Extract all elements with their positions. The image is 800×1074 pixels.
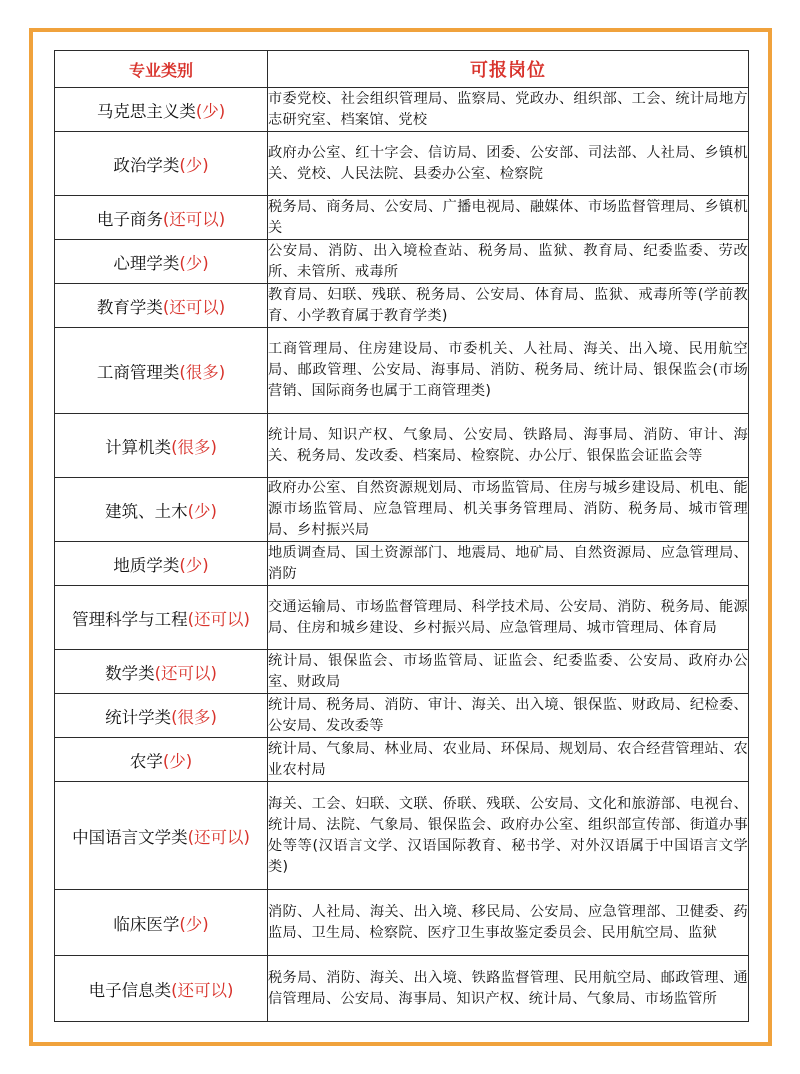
table-row [55, 478, 749, 542]
positions-cell: 统计局、气象局、林业局、农业局、环保局、规划局、农合经营管理站、农业农村局 [268, 738, 749, 782]
major-category-cell [55, 478, 268, 542]
major-name: 马克思主义类 [96, 101, 196, 121]
availability-tag: (很多) [179, 362, 226, 382]
major-name: 建筑、土木 [105, 501, 188, 521]
table-row [55, 284, 749, 328]
availability-tag: (还可以) [187, 827, 250, 847]
availability-tag: (还可以) [187, 609, 250, 629]
major-name: 教育学类 [96, 297, 163, 317]
major-category-cell [55, 284, 268, 328]
document-frame [29, 28, 772, 1046]
table-row [55, 240, 749, 284]
major-name: 统计学类 [105, 707, 172, 727]
major-category-cell [55, 890, 268, 956]
availability-tag: (少) [179, 555, 209, 575]
major-category-cell [55, 542, 268, 586]
major-name: 计算机类 [105, 437, 172, 457]
table-header-row [55, 51, 749, 88]
major-category-cell [55, 240, 268, 284]
table-row [55, 328, 749, 414]
header-positions: 可报岗位 [268, 51, 749, 88]
major-category-cell [55, 694, 268, 738]
positions-cell: 市委党校、社会组织管理局、监察局、党政办、组织部、工会、统计局地方志研究室、档案馆、党校 [268, 88, 749, 132]
major-name: 电子信息类 [88, 980, 172, 1000]
table-row [55, 782, 749, 890]
positions-cell: 教育局、妇联、残联、税务局、公安局、体育局、监狱、戒毒所等(学前教育、小学教育属于教育学类) [268, 284, 749, 328]
major-name: 地质学类 [113, 555, 180, 575]
table-row [55, 586, 749, 650]
header-category: 专业类别 [55, 51, 268, 88]
positions-cell: 地质调查局、国土资源部门、地震局、地矿局、自然资源局、应急管理局、消防 [268, 542, 749, 586]
availability-tag: (少) [162, 751, 193, 771]
table-row [55, 650, 749, 694]
table-row [55, 196, 749, 240]
major-name: 政治学类 [113, 155, 180, 175]
major-name: 管理科学与工程 [72, 609, 188, 629]
major-category-cell [55, 650, 268, 694]
availability-tag: (还可以) [162, 209, 226, 229]
positions-cell: 政府办公室、红十字会、信访局、团委、公安部、司法部、人社局、乡镇机关、党校、人民法院、县委办公室、检察院 [268, 132, 749, 196]
availability-tag: (还可以) [154, 663, 217, 683]
availability-tag: (还可以) [171, 980, 234, 1000]
table-row [55, 88, 749, 132]
major-category-cell [55, 328, 268, 414]
major-name: 电子商务 [96, 209, 163, 229]
table-row [55, 414, 749, 478]
major-category-cell [55, 782, 268, 890]
availability-tag: (少) [179, 914, 209, 934]
positions-cell: 统计局、知识产权、气象局、公安局、铁路局、海事局、消防、审计、海关、税务局、发改委、档案局、检察院、办公厅、银保监会证监会等 [268, 414, 749, 478]
positions-cell: 统计局、税务局、消防、审计、海关、出入境、银保监、财政局、纪检委、公安局、发改委等 [268, 694, 749, 738]
positions-cell: 政府办公室、自然资源规划局、市场监管局、住房与城乡建设局、机电、能源市场监管局、应急管理局、机关事务管理局、消防、税务局、城市管理局、乡村振兴局 [268, 478, 749, 542]
table-row [55, 542, 749, 586]
availability-tag: (少) [179, 253, 209, 273]
positions-cell: 交通运输局、市场监督管理局、科学技术局、公安局、消防、税务局、能源局、住房和城乡建设、乡村振兴局、应急管理局、城市管理局、体育局 [268, 586, 749, 650]
availability-tag: (还可以) [162, 297, 226, 317]
major-name: 心理学类 [113, 253, 180, 273]
major-name: 数学类 [105, 663, 155, 683]
availability-tag: (很多) [171, 707, 217, 727]
positions-cell: 消防、人社局、海关、出入境、移民局、公安局、应急管理部、卫健委、药监局、卫生局、检察院、医疗卫生事故鉴定委员会、民用航空局、监狱 [268, 890, 749, 956]
major-category-cell [55, 414, 268, 478]
major-category-cell [55, 132, 268, 196]
major-category-cell [55, 88, 268, 132]
major-positions-table [54, 50, 749, 1022]
major-category-cell [55, 738, 268, 782]
major-name: 工商管理类 [96, 362, 180, 382]
availability-tag: (少) [195, 101, 226, 121]
positions-cell: 税务局、消防、海关、出入境、铁路监督管理、民用航空局、邮政管理、通信管理局、公安局、海事局、知识产权、统计局、气象局、市场监管所 [268, 956, 749, 1022]
availability-tag: (很多) [171, 437, 217, 457]
table-body [55, 88, 749, 1022]
availability-tag: (少) [179, 155, 209, 175]
major-category-cell [55, 956, 268, 1022]
major-name: 临床医学 [113, 914, 180, 934]
table-row [55, 132, 749, 196]
table-row [55, 890, 749, 956]
table-row [55, 694, 749, 738]
positions-cell: 税务局、商务局、公安局、广播电视局、融媒体、市场监督管理局、乡镇机关 [268, 196, 749, 240]
major-category-cell [55, 196, 268, 240]
major-name: 中国语言文学类 [72, 827, 188, 847]
availability-tag: (少) [187, 501, 217, 521]
positions-cell: 海关、工会、妇联、文联、侨联、残联、公安局、文化和旅游部、电视台、统计局、法院、气象局、银保监会、政府办公室、组织部宣传部、街道办事处等等(汉语言文学、汉语国际教育、秘书学、对外汉语属于中国语言文学类) [268, 782, 749, 890]
positions-cell: 统计局、银保监会、市场监管局、证监会、纪委监委、公安局、政府办公室、财政局 [268, 650, 749, 694]
table-row [55, 956, 749, 1022]
table-row [55, 738, 749, 782]
major-name: 农学 [129, 751, 163, 771]
positions-cell: 公安局、消防、出入境检查站、税务局、监狱、教育局、纪委监委、劳改所、未管所、戒毒所 [268, 240, 749, 284]
major-category-cell [55, 586, 268, 650]
positions-cell: 工商管理局、住房建设局、市委机关、人社局、海关、出入境、民用航空局、邮政管理、公安局、海事局、消防、税务局、统计局、银保监会(市场营销、国际商务也属于工商管理类) [268, 328, 749, 414]
